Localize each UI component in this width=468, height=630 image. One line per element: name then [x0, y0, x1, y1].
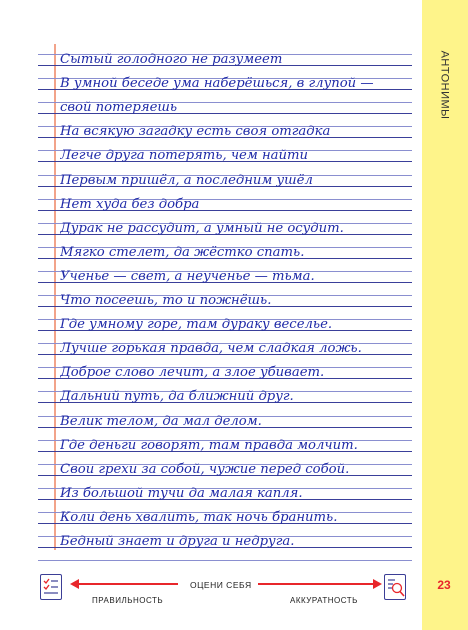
handwriting-line: На всякую загадку есть своя отгадка — [60, 124, 331, 139]
left-arrow-line — [78, 583, 178, 585]
page-number: 23 — [437, 578, 451, 592]
handwriting-line: Свои грехи за собой, чужие перед собой. — [60, 462, 350, 477]
handwriting-line: Нет худа без добра — [60, 197, 200, 212]
side-tab-label-text: АНТОНИМЫ — [438, 50, 451, 120]
handwriting-line: Где умному горе, там дураку веселье. — [60, 317, 333, 332]
handwriting-line: Дурак не рассудит, а умный не осудит. — [60, 221, 344, 236]
handwriting-line: Что посеешь, то и пожнёшь. — [60, 293, 272, 308]
accuracy-label: ПРАВИЛЬНОСТЬ — [92, 596, 164, 605]
handwriting-line: Первым пришёл, а последним ушёл — [60, 173, 313, 188]
handwriting-line: свой потеряешь — [60, 100, 178, 115]
handwriting-line: Из большой тучи да малая капля. — [60, 486, 303, 501]
handwriting-line: Дальний путь, да ближний друг. — [60, 389, 294, 404]
handwriting-line: Где деньги говорят, там правда молчит. — [60, 438, 358, 453]
self-check-label: ОЦЕНИ СЕБЯ — [190, 580, 252, 590]
handwriting-line: Лучше горькая правда, чем сладкая ложь. — [60, 341, 362, 356]
handwriting-line: Коли день хвалить, так ночь бранить. — [60, 510, 338, 525]
checklist-icon — [40, 574, 62, 600]
handwriting-line: В умной беседе ума наберёшься, в глупой — — [60, 76, 374, 91]
handwriting-line: Велик телом, да мал делом. — [60, 414, 262, 429]
self-assessment-footer — [0, 560, 422, 630]
handwriting-line: Ученье — свет, а неученье — тьма. — [60, 269, 315, 284]
handwriting-line: Легче друга потерять, чем найти — [60, 148, 308, 163]
handwriting-line: Мягко стелет, да жёстко спать. — [60, 245, 305, 260]
handwriting-line: Сытый голодного не разумеет — [60, 52, 283, 67]
neatness-label: АККУРАТНОСТЬ — [290, 596, 358, 605]
right-arrow-line — [258, 583, 374, 585]
handwriting-line: Доброе слово лечит, а злое убивает. — [60, 365, 325, 380]
arrow-right-icon — [373, 579, 382, 589]
magnifier-check-icon — [384, 574, 406, 600]
side-tab-label — [424, 40, 464, 130]
handwriting-line: Бедный знает и друга и недруга. — [60, 534, 295, 549]
